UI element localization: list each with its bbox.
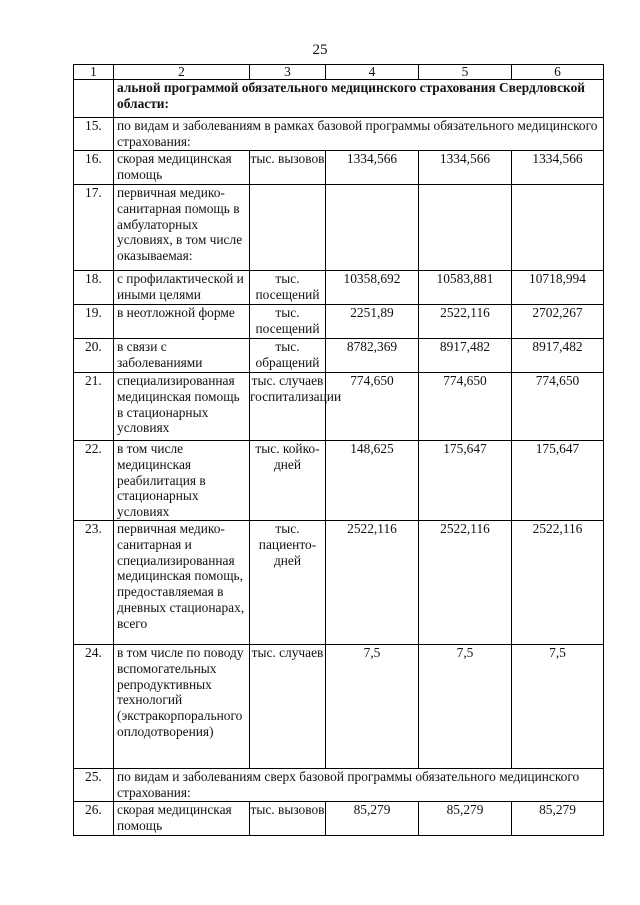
value-year-1: 774,650 [326,373,419,441]
row-name: первичная медико-санитарная помощь в амбулаторных условиях, в том числе оказываемая: [114,185,250,271]
value-year-3: 2702,267 [512,305,604,339]
table-row [74,151,604,185]
row-number: 15. [74,118,114,151]
value-year-2: 2522,116 [419,520,512,644]
table-header-row [74,65,604,80]
row-name: в том числе медицинская реабилитация в стационарных условиях [114,441,250,521]
table-row [74,305,604,339]
row-unit [250,185,326,271]
value-year-3: 85,279 [512,801,604,835]
table-row [74,339,604,373]
table-row [74,271,604,305]
row-number [74,80,114,118]
section-heading: альной программой обязательного медицинского страхования Свердловской области: [114,80,604,118]
row-number: 20. [74,339,114,373]
value-year-2: 10583,881 [419,271,512,305]
value-year-1: 2522,116 [326,520,419,644]
data-table [73,64,604,836]
value-year-2 [419,185,512,271]
row-number: 19. [74,305,114,339]
table-row [74,520,604,644]
table-row [74,185,604,271]
section-row [74,80,604,118]
section-heading: по видам и заболеваниям в рамках базовой программы обязательного медицинского страхования: [114,118,604,151]
row-name: первичная медико-санитарная и специализированная медицинская помощь, предоставляемая в дневных стационарах, всего [114,520,250,644]
row-unit: тыс. посещений [250,271,326,305]
row-number: 17. [74,185,114,271]
section-row [74,768,604,801]
row-unit: тыс. вызовов [250,801,326,835]
value-year-3: 7,5 [512,644,604,768]
row-number: 26. [74,801,114,835]
row-name: с профилактической и иными целями [114,271,250,305]
value-year-2: 175,647 [419,441,512,521]
value-year-3: 2522,116 [512,520,604,644]
value-year-1 [326,185,419,271]
value-year-2: 8917,482 [419,339,512,373]
section-heading: по видам и заболеваниям сверх базовой программы обязательного медицинского страхования: [114,768,604,801]
row-unit: тыс. койко-дней [250,441,326,521]
table-row [74,373,604,441]
value-year-1: 85,279 [326,801,419,835]
value-year-2: 7,5 [419,644,512,768]
row-name: в том числе по поводу вспомогательных репродуктивных технологий (экстракорпорального оплодотворения) [114,644,250,768]
value-year-3: 175,647 [512,441,604,521]
row-number: 24. [74,644,114,768]
table-row [74,441,604,521]
row-name: в связи с заболеваниями [114,339,250,373]
row-number: 22. [74,441,114,521]
value-year-1: 10358,692 [326,271,419,305]
value-year-1: 2251,89 [326,305,419,339]
value-year-3: 10718,994 [512,271,604,305]
column-header: 6 [512,65,604,80]
row-number: 25. [74,768,114,801]
column-header: 4 [326,65,419,80]
row-name: в неотложной форме [114,305,250,339]
value-year-2: 1334,566 [419,151,512,185]
row-name: скорая медицинская помощь [114,151,250,185]
row-number: 16. [74,151,114,185]
row-unit: тыс. случаев [250,644,326,768]
row-unit: тыс. обращений [250,339,326,373]
value-year-3 [512,185,604,271]
row-name: специализированная медицинская помощь в стационарных условиях [114,373,250,441]
row-unit: тыс. случаев госпитализации [250,373,326,441]
value-year-2: 774,650 [419,373,512,441]
table-row [74,801,604,835]
row-number: 21. [74,373,114,441]
row-unit: тыс. посещений [250,305,326,339]
row-number: 23. [74,520,114,644]
value-year-3: 774,650 [512,373,604,441]
column-header: 1 [74,65,114,80]
value-year-1: 7,5 [326,644,419,768]
value-year-1: 8782,369 [326,339,419,373]
row-unit: тыс. вызовов [250,151,326,185]
value-year-1: 1334,566 [326,151,419,185]
row-unit: тыс. пациенто-дней [250,520,326,644]
value-year-1: 148,625 [326,441,419,521]
value-year-3: 8917,482 [512,339,604,373]
column-header: 2 [114,65,250,80]
section-row [74,118,604,151]
table-row [74,644,604,768]
value-year-3: 1334,566 [512,151,604,185]
row-number: 18. [74,271,114,305]
row-name: скорая медицинская помощь [114,801,250,835]
column-header: 5 [419,65,512,80]
value-year-2: 85,279 [419,801,512,835]
column-header: 3 [250,65,326,80]
page-number: 25 [312,42,328,58]
value-year-2: 2522,116 [419,305,512,339]
